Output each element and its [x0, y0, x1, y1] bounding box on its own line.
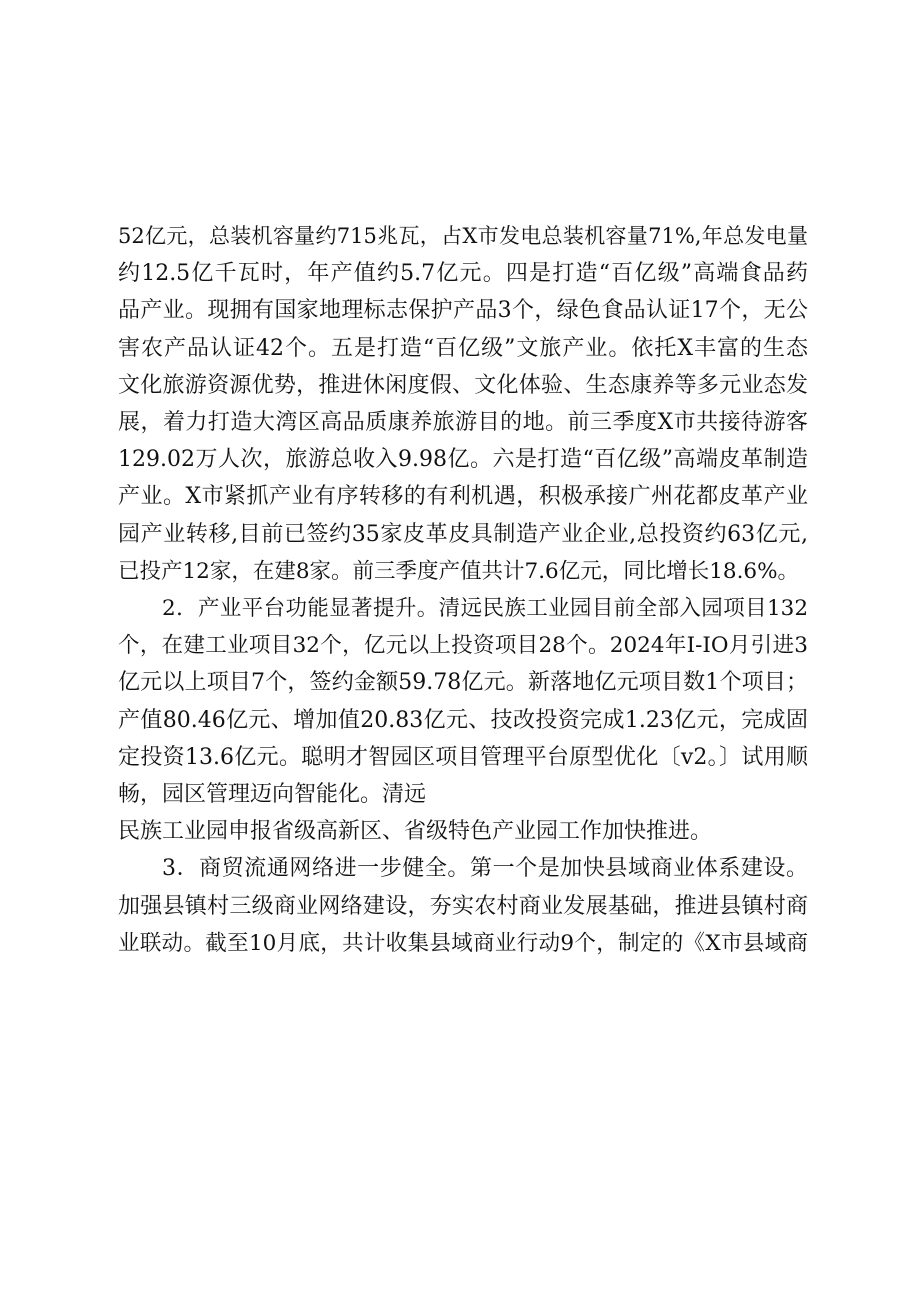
- text-line: 129.02万人次，旅游总收入9.98亿。六是打造“百亿级”高端皮革制造: [118, 447, 808, 473]
- text-line: 产业。X市紧抓产业有序转移的有利机遇，积极承接广州花都皮革产业: [118, 484, 808, 510]
- text-line: 害农产品认证42个。五是打造“百亿级”文旅产业。依托X丰富的生态: [118, 335, 808, 361]
- paragraph-commerce-network: [118, 850, 808, 962]
- text-line: 园产业转移,目前已签约35家皮革皮具制造产业企业,总投资约63亿元,: [118, 521, 808, 547]
- text-line: 2．产业平台功能显著提升。清远民族工业园目前全部入园项目132: [162, 596, 808, 622]
- text-line: 个，在建工业项目32个，亿元以上投资项目28个。2024年I-IO月引进3: [118, 633, 808, 659]
- text-line: 品产业。现拥有国家地理标志保护产品3个，绿色食品认证17个，无公: [118, 298, 808, 324]
- text-line: 已投产12家，在建8家。前三季度产值共计7.6亿元，同比增长18.6%。: [118, 558, 800, 584]
- text-line: 52亿元，总装机容量约715兆瓦，占X市发电总装机容量71%,年总发电量: [118, 224, 808, 248]
- text-line: 3．商贸流通网络进一步健全。第一个是加快县域商业体系建设。: [162, 856, 808, 882]
- text-line: 定投资13.6亿元。聪明才智园区项目管理平台原型优化〔v2。〕试用顺: [118, 744, 808, 770]
- text-line: 民族工业园申报省级高新区、省级特色产业园工作加快推进。: [118, 819, 713, 845]
- text-line: 产值80.46亿元、增加值20.83亿元、技改投资完成1.23亿元，完成固: [118, 707, 808, 733]
- document-body: [118, 218, 808, 962]
- paragraph-industry-overview: [118, 218, 808, 590]
- text-line: 亿元以上项目7个，签约金额59.78亿元。新落地亿元项目数1个项目；: [118, 670, 808, 696]
- text-line: 展，着力打造大湾区高品质康养旅游目的地。前三季度X市共接待游客: [118, 410, 808, 436]
- text-line: 畅，园区管理迈向智能化。清远: [118, 782, 427, 808]
- paragraph-industrial-platform: [118, 590, 808, 813]
- paragraph-park-application: [118, 813, 808, 850]
- text-line: 约12.5亿千瓦时，年产值约5.7亿元。四是打造“百亿级”高端食品药: [118, 261, 808, 287]
- text-line: 文化旅游资源优势，推进休闲度假、文化体验、生态康养等多元业态发: [118, 372, 808, 398]
- text-line: 业联动。截至10月底，共计收集县域商业行动9个，制定的《X市县域商: [118, 930, 808, 956]
- text-line: 加强县镇村三级商业网络建设，夯实农村商业发展基础，推进县镇村商: [118, 893, 808, 919]
